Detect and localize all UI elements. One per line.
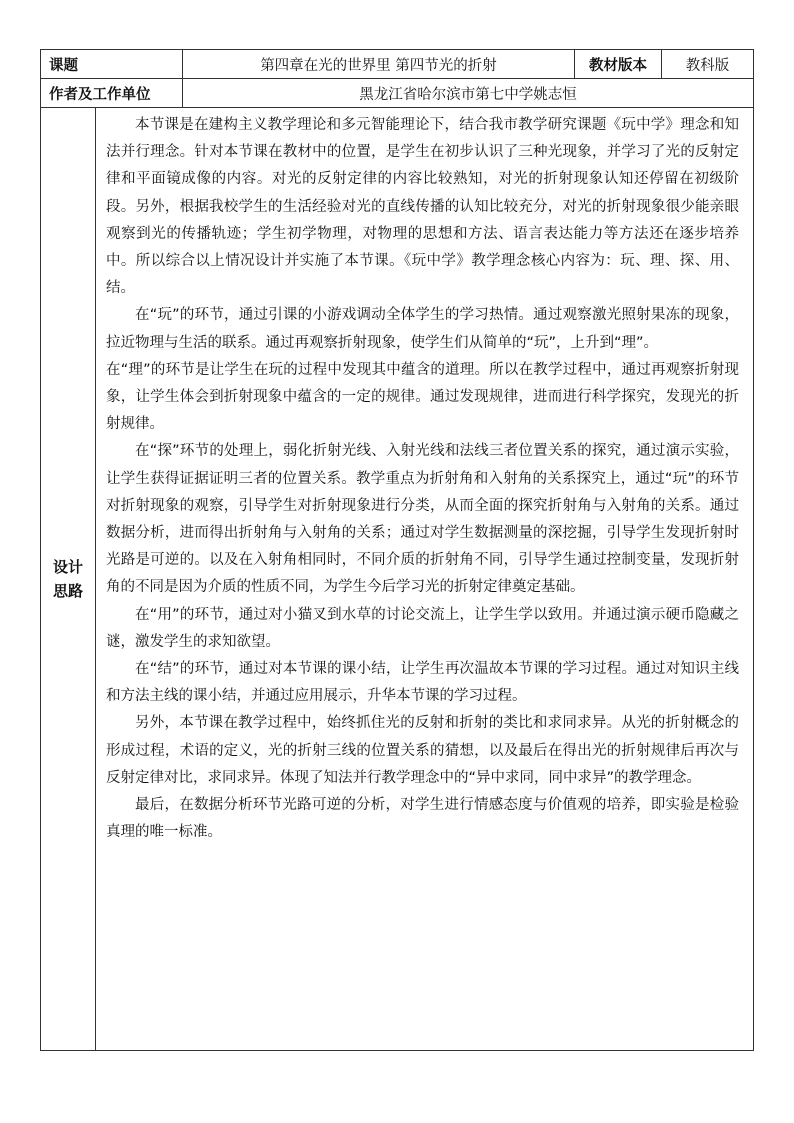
design-content bbox=[96, 108, 754, 1051]
course-row bbox=[41, 50, 754, 79]
paragraph-play: 在“玩”的环节，通过引课的小游戏调动全体学生的学习热情。通过观察激光照射果冻的现象，拉近物理与生活的联系。通过再观察折射现象，使学生们从简单的“玩”，上升到“理”。 bbox=[106, 307, 739, 351]
course-label: 课题 bbox=[41, 50, 183, 79]
paragraph-comparison: 另外，本节课在教学过程中，始终抓住光的反射和折射的类比和求同求异。从光的折射概念的形成过程，术语的定义，光的折射三线的位置关系的猜想，以及最后在得出光的折射规律后再次与反射定律对比，求同求异。体现了知法并行教学理念中的“异中求同，同中求异”的教学理念。 bbox=[106, 715, 739, 786]
design-label-line2: 思路 bbox=[52, 582, 83, 600]
paragraph-apply: 在“用”的环节，通过对小猫叉到水草的讨论交流上，让学生学以致用。并通过演示硬币隐藏之谜，激发学生的求知欲望。 bbox=[106, 606, 739, 650]
paragraph-intro: 本节课是在建构主义教学理论和多元智能理论下，结合我市教学研究课题《玩中学》理念和知法并行理念。针对本节课在教材中的位置，是学生在初步认识了三种光现象，并学习了光的反射定律和平面镜成像的内容。对光的反射定律的内容比较熟知，对光的折射现象认知还停留在初级阶段。另外，根据我校学生的生活经验对光的直线传播的认知比较充分，对光的折射现象很少能亲眼观察到光的传播轨迹；学生初学物理，对物理的思想和方法、语言表达能力等方法还在逐步培养中。所以综合以上情况设计并实施了本节课。《玩中学》教学理念核心内容为：玩、理、探、用、结。 bbox=[106, 117, 739, 297]
course-value: 第四章在光的世界里 第四节光的折射 bbox=[183, 50, 575, 79]
edition-value: 教科版 bbox=[662, 50, 754, 79]
author-row bbox=[41, 79, 754, 108]
author-value: 黑龙江省哈尔滨市第七中学姚志恒 bbox=[183, 79, 754, 108]
paragraph-explore: 在“探”环节的处理上，弱化折射光线、入射光线和法线三者位置关系的探究，通过演示实验，让学生获得证据证明三者的位置关系。教学重点为折射角和入射角的关系探究上，通过“玩”的环节对折射现象的观察，引导学生对折射现象进行分类，从而全面的探究折射角与入射角的关系。通过数据分析，进而得出折射角与入射角的关系；通过对学生数据测量的深挖掘，引导学生发现折射时光路是可逆的。以及在入射角相同时，不同介质的折射角不同，引导学生通过控制变量，发现折射角的不同是因为介质的性质不同，为学生今后学习光的折射定律奠定基础。 bbox=[106, 443, 739, 596]
paragraph-summary: 在“结”的环节，通过对本节课的课小结，让学生再次温故本节课的学习过程。通过对知识主线和方法主线的课小结，并通过应用展示，升华本节课的学习过程。 bbox=[106, 661, 739, 705]
design-row bbox=[41, 108, 754, 1051]
author-label: 作者及工作单位 bbox=[41, 79, 183, 108]
design-label-line1: 设计 bbox=[52, 558, 83, 576]
edition-label: 教材版本 bbox=[575, 50, 662, 79]
lesson-plan-table bbox=[40, 49, 754, 1051]
paragraph-final: 最后，在数据分析环节光路可逆的分析，对学生进行情感态度与价值观的培养，即实验是检验真理的唯一标准。 bbox=[106, 797, 739, 841]
paragraph-reason: 在“理”的环节是让学生在玩的过程中发现其中蕴含的道理。所以在教学过程中，通过再观察折射现象，让学生体会到折射现象中蕴含的一定的规律。通过发现规律，进而进行科学探究，发现光的折射规律。 bbox=[106, 361, 739, 433]
design-label bbox=[41, 108, 96, 1051]
